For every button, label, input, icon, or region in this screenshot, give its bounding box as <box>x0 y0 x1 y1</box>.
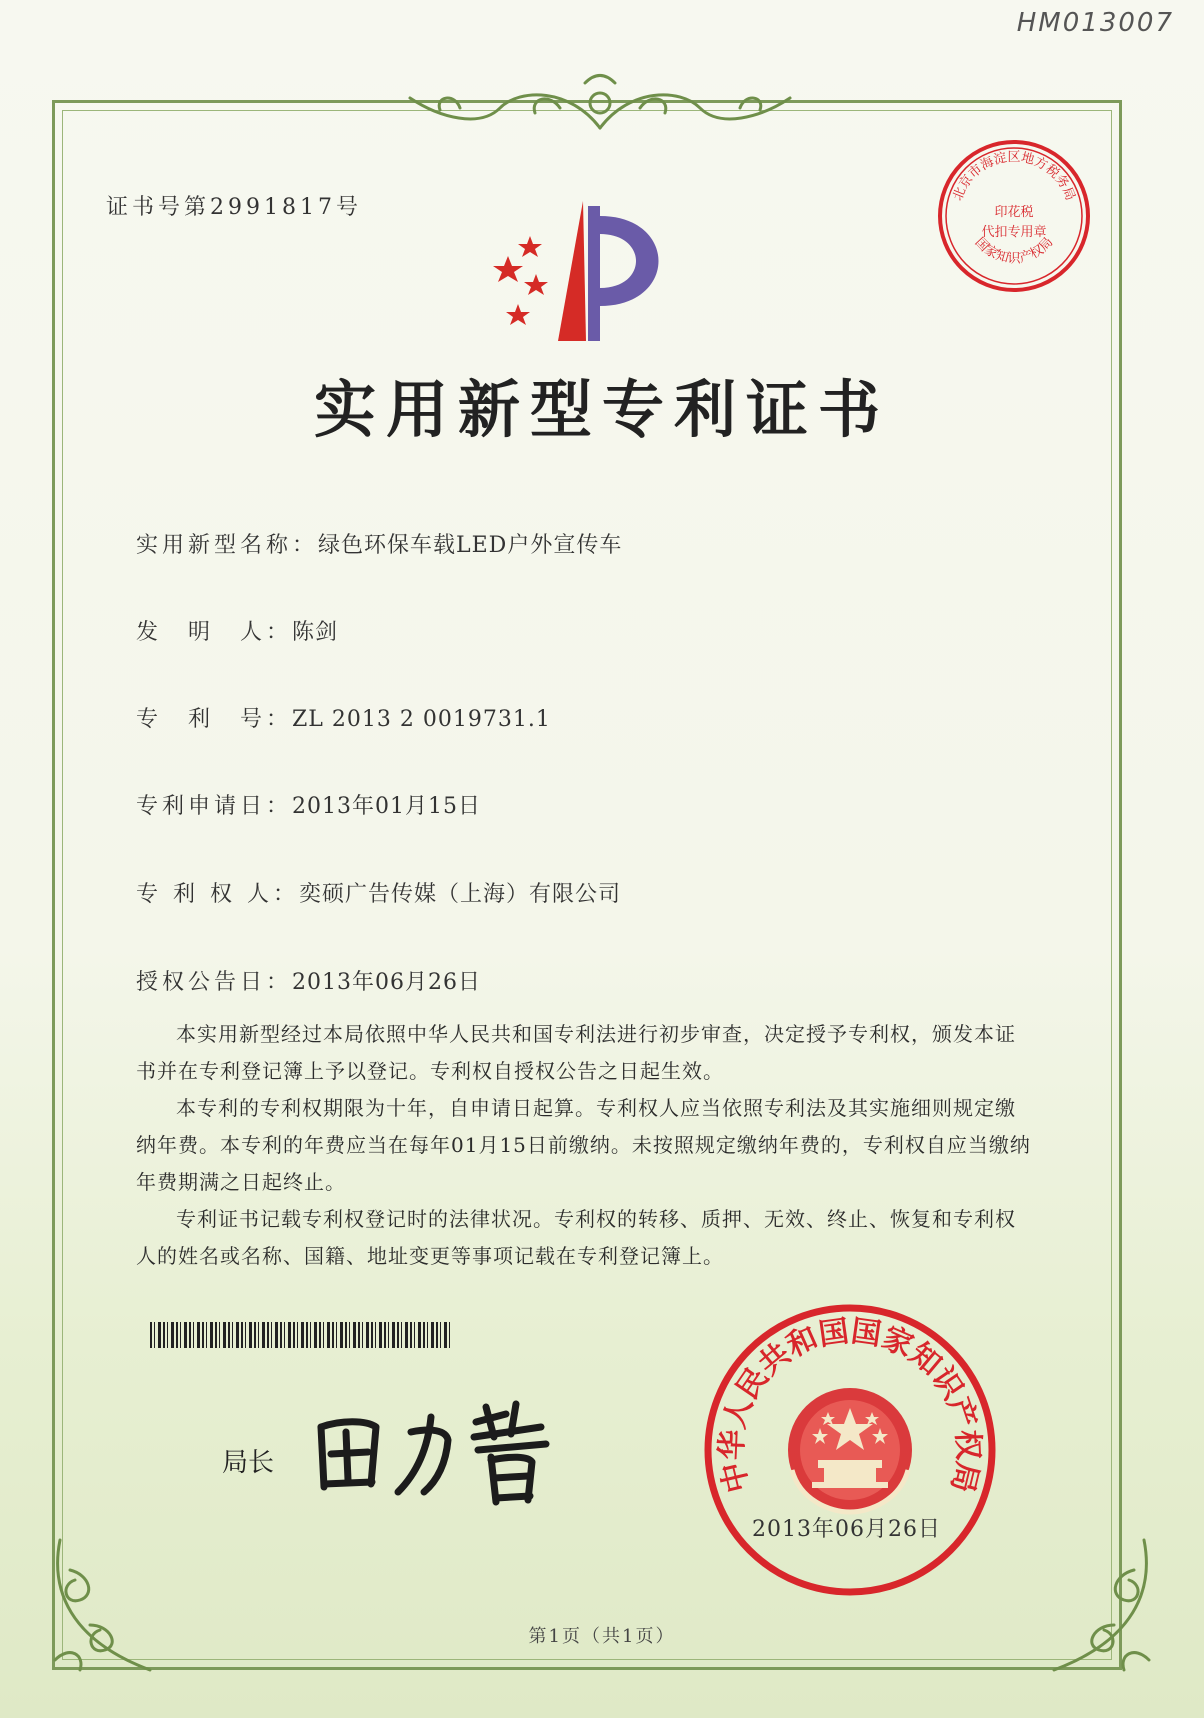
seal-date: 2013年06月26日 <box>752 1517 941 1542</box>
barcode <box>150 1322 450 1348</box>
field-patent-number <box>136 702 551 733</box>
seal-ring-text: 中华人民共和国国家知识产权局 <box>714 1313 986 1496</box>
field-label: 授权公告日： <box>136 970 293 995</box>
corner-ornament-bottom-right <box>1034 1530 1164 1680</box>
tax-stamp-center-line1: 印花税 <box>994 205 1034 220</box>
body-paragraph: 本专利的专利权期限为十年，自申请日起算。专利权人应当依照专利法及其实施细则规定缴纳年费。本专利的年费应当在每年01月15日前缴纳。未按照规定缴纳年费的，专利权自应当缴纳年费期满之日起终止。 <box>136 1096 1031 1194</box>
tax-stamp-center-line2: 代扣专用章 <box>981 225 1047 240</box>
certificate-number: 证书号第2991817号 <box>106 195 362 220</box>
field-patentee <box>136 877 621 908</box>
body-paragraph: 本实用新型经过本局依照中华人民共和国专利法进行初步审查，决定授予专利权，颁发本证书并在专利登记簿上予以登记。专利权自授权公告之日起生效。 <box>136 1022 1016 1083</box>
field-utility-model-name <box>136 528 622 559</box>
field-label: 专 利 号： <box>136 707 293 732</box>
field-label: 专利申请日： <box>136 794 293 819</box>
field-label: 发 明 人： <box>136 620 293 645</box>
field-value: 奕硕广告传媒（上海）有限公司 <box>298 882 621 907</box>
field-value: 陈剑 <box>292 620 339 645</box>
tax-stamp-ring-text-bottom: 国家知识产权局 <box>971 234 1057 267</box>
top-ornament <box>400 68 800 138</box>
field-value: 2013年01月15日 <box>292 794 481 819</box>
page-title: 实用新型专利证书 <box>313 373 890 446</box>
field-application-date <box>136 789 481 820</box>
field-value: 绿色环保车载LED户外宣传车 <box>318 533 623 558</box>
certificate-body <box>136 1016 1034 1275</box>
field-value: ZL 2013 2 0019731.1 <box>292 707 551 732</box>
field-value: 2013年06月26日 <box>292 970 481 995</box>
page-footer: 第1页（共1页） <box>528 1626 676 1647</box>
director-signature <box>306 1392 566 1512</box>
tax-stamp-ring-text: 北京市海淀区地方税务局 <box>950 150 1078 203</box>
official-seal <box>700 1300 1000 1600</box>
director-label: 局长 <box>222 1448 275 1478</box>
handwritten-note: HM013007 <box>1016 8 1174 38</box>
tax-stamp-seal <box>934 136 1094 296</box>
field-label: 专 利 权 人： <box>136 882 299 907</box>
field-inventor <box>136 615 338 646</box>
field-label: 实用新型名称： <box>136 533 319 558</box>
field-grant-date <box>136 965 481 996</box>
national-emblem-icon <box>788 1388 912 1512</box>
sipo-logo-icon <box>488 196 688 346</box>
corner-ornament-bottom-left <box>40 1530 170 1680</box>
body-paragraph: 专利证书记载专利权登记时的法律状况。专利权的转移、质押、无效、终止、恢复和专利权人的姓名或名称、国籍、地址变更等事项记载在专利登记簿上。 <box>136 1207 1016 1268</box>
